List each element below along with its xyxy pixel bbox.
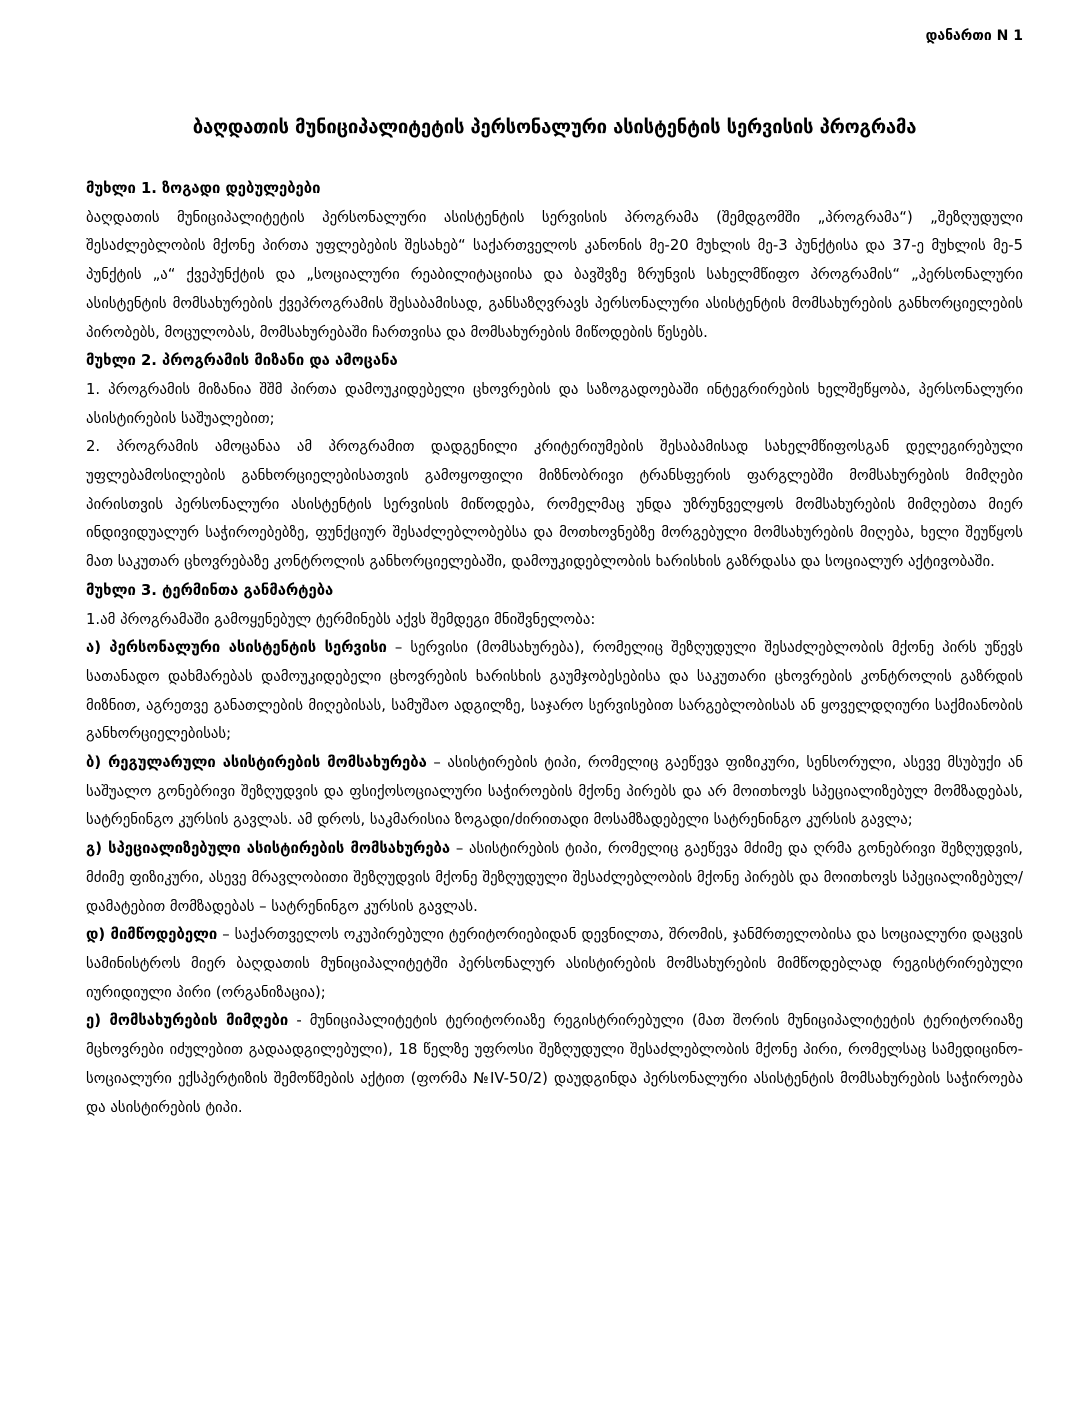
term-name: ე) მომსახურების მიმღები bbox=[86, 1012, 289, 1030]
term-definition bbox=[86, 835, 1023, 921]
article-3-intro: 1.ამ პროგრამაში გამოყენებულ ტერმინებს აქვს შემდეგი მნიშვნელობა: bbox=[86, 610, 596, 628]
article-2-paragraph-1: 1. პროგრამის მიზანია შშმ პირთა დამოუკიდებელი ცხოვრების და საზოგადოებაში ინტეგრირების ხელშეწყობა, პერსონალური ასისტირების საშუალებით; bbox=[86, 380, 1023, 427]
term-text: მუნიციპალიტეტის ტერიტორიაზე რეგისტრირებული (მათ შორის მუნიციპალიტეტის ტერიტორიაზე მცხოვრები იძულებით გადაადგილებული), 18 წელზე უფროსი შეზღუდული შესაძლებლობის მქონე პირი, რომელსაც სამედიცინო-სოციალური ექსპერტიზის შემოწმების აქტით (ფორმა №IV-50/2) დაუდგინდა პერსონალური ასისტენტის მომსახურების საჭიროება და ასისტირების ტიპი. bbox=[86, 1012, 1023, 1116]
document-title: ბაღდათის მუნიციპალიტეტის პერსონალური ასისტენტის სერვისის პროგრამა bbox=[192, 117, 917, 138]
term-text: სერვისი (მომსახურება), რომელიც შეზღუდული შესაძლებლობის მქონე პირს უწევს სათანადო დახმარებას დამოუკიდებელი ცხოვრების ხარისხის გაუმჯობესებისა და საკუთარი ცხოვრების კონტროლის გაზრდის მიზნით, აგრეთვე განათლების მიღებისას, სამუშაო ადგილზე, საჯარო სერვისებით სარგებლობისას ან ყოველდღიური საქმიანობის განხორციელებისას; bbox=[86, 639, 1024, 743]
term-text: ასისტირების ტიპი, რომელიც გაეწევა მძიმე და ღრმა გონებრივი შეზღუდვის, მძიმე ფიზიკური, ასევე მრავლობითი შეზღუდვის მქონე შეზღუდული შესაძლებლობის მქონე პირებს და მოითხოვს სპეციალიზებულ/დამატებით მომზადებას – სატრენინგო კურსის გავლას. bbox=[86, 840, 1024, 915]
term-separator: – bbox=[450, 840, 469, 858]
term-definition bbox=[86, 921, 1023, 1007]
document-body bbox=[86, 175, 1023, 1122]
term-separator: - bbox=[288, 1012, 310, 1030]
article-2-heading: მუხლი 2. პროგრამის მიზანი და ამოცანა bbox=[86, 352, 398, 370]
term-name: გ) სპეციალიზებული ასისტირების მომსახურება bbox=[86, 840, 451, 858]
term-separator: – bbox=[386, 639, 411, 657]
article-1-heading: მუხლი 1. ზოგადი დებულებები bbox=[86, 180, 321, 197]
term-separator: – bbox=[426, 754, 448, 772]
term-definition bbox=[86, 1007, 1023, 1122]
term-text: ასისტირების ტიპი, რომელიც გაეწევა ფიზიკური, სენსორული, ასევე მსუბუქი ან საშუალო გონებრივი შეზღუდვის და ფსიქოსოციალური საჭიროების მქონე პირებს და არ მოითხოვს სპეციალიზებულ მომზადებას, სატრენინგო კურსის გავლას. ამ დროს, საკმარისია ზოგადი/ძირითადი მოსამზადებელი სატრენინგო კურსის გავლა; bbox=[86, 754, 1023, 829]
article-3-heading: მუხლი 3. ტერმინთა განმარტება bbox=[86, 581, 334, 599]
term-text: საქართველოს ოკუპირებული ტერიტორიებიდან დევნილთა, შრომის, ჯანმრთელობისა და სოციალური დაცვის სამინისტროს მიერ ბაღდათის მუნიციპალიტეტში პერსონალურ ასისტირების მომსახურების მიმწოდებლად რეგისტრირებული იურიდიული პირი (ორგანიზაცია); bbox=[86, 926, 1023, 1001]
article-2-paragraph-2: 2. პროგრამის ამოცანაა ამ პროგრამით დადგენილი კრიტერიუმების შესაბამისად სახელმწიფოსგან დელეგირებული უფლებამოსილების განხორციელებისათვის გამოყოფილი მიზნობრივი ტრანსფერის ფარგლებში მომსახურების მიმღები პირისთვის პერსონალური ასისტენტის სერვისის მიწოდება, რომელმაც უნდა უზრუნველყოს მომსახურების მიმღებთა მიერ ინდივიდუალურ საჭიროებებზე, ფუნქციურ შესაძლებლობებსა და მოთხოვნებზე მორგებული მომსახურების მიღება, ხელი შეუწყოს მათ საკუთარ ცხოვრებაზე კონტროლის განხორციელებაში, დამოუკიდებლობის ხარისხის გაზრდასა და სოციალურ აქტივობაში. bbox=[86, 438, 1023, 571]
term-definition bbox=[86, 749, 1023, 835]
term-name: დ) მიმწოდებელი bbox=[86, 926, 218, 944]
term-name: ბ) რეგულარული ასისტირების მომსახურება bbox=[86, 754, 427, 772]
term-definition bbox=[86, 634, 1023, 749]
article-1-text: ბაღდათის მუნიციპალიტეტის პერსონალური ასისტენტის სერვისის პროგრამა (შემდგომში „პროგრამა“) „შეზღუდული შესაძლებლობის მქონე პირთა უფლებების შესახებ“ საქართველოს კანონის მე-20 მუხლის მე-3 პუნქტისა და 37-ე მუხლის მე-5 პუნქტის „ა“ ქვეპუნქტის და „სოციალური რეაბილიტაციისა და ბავშვზე ზრუნვის სახელმწიფო პროგრამის“ „პერსონალური ასისტენტის მომსახურების ქვეპროგრამის შესაბამისად, განსაზღვრავს პერსონალური ასისტენტის მომსახურების განხორციელების პირობებს, მოცულობას, მომსახურებაში ჩართვისა და მომსახურების მიწოდების წესებს. bbox=[86, 208, 1023, 341]
term-separator: – bbox=[217, 926, 235, 944]
annex-label: დანართი N 1 bbox=[925, 28, 1023, 44]
term-name: ა) პერსონალური ასისტენტის სერვისი bbox=[86, 639, 387, 657]
